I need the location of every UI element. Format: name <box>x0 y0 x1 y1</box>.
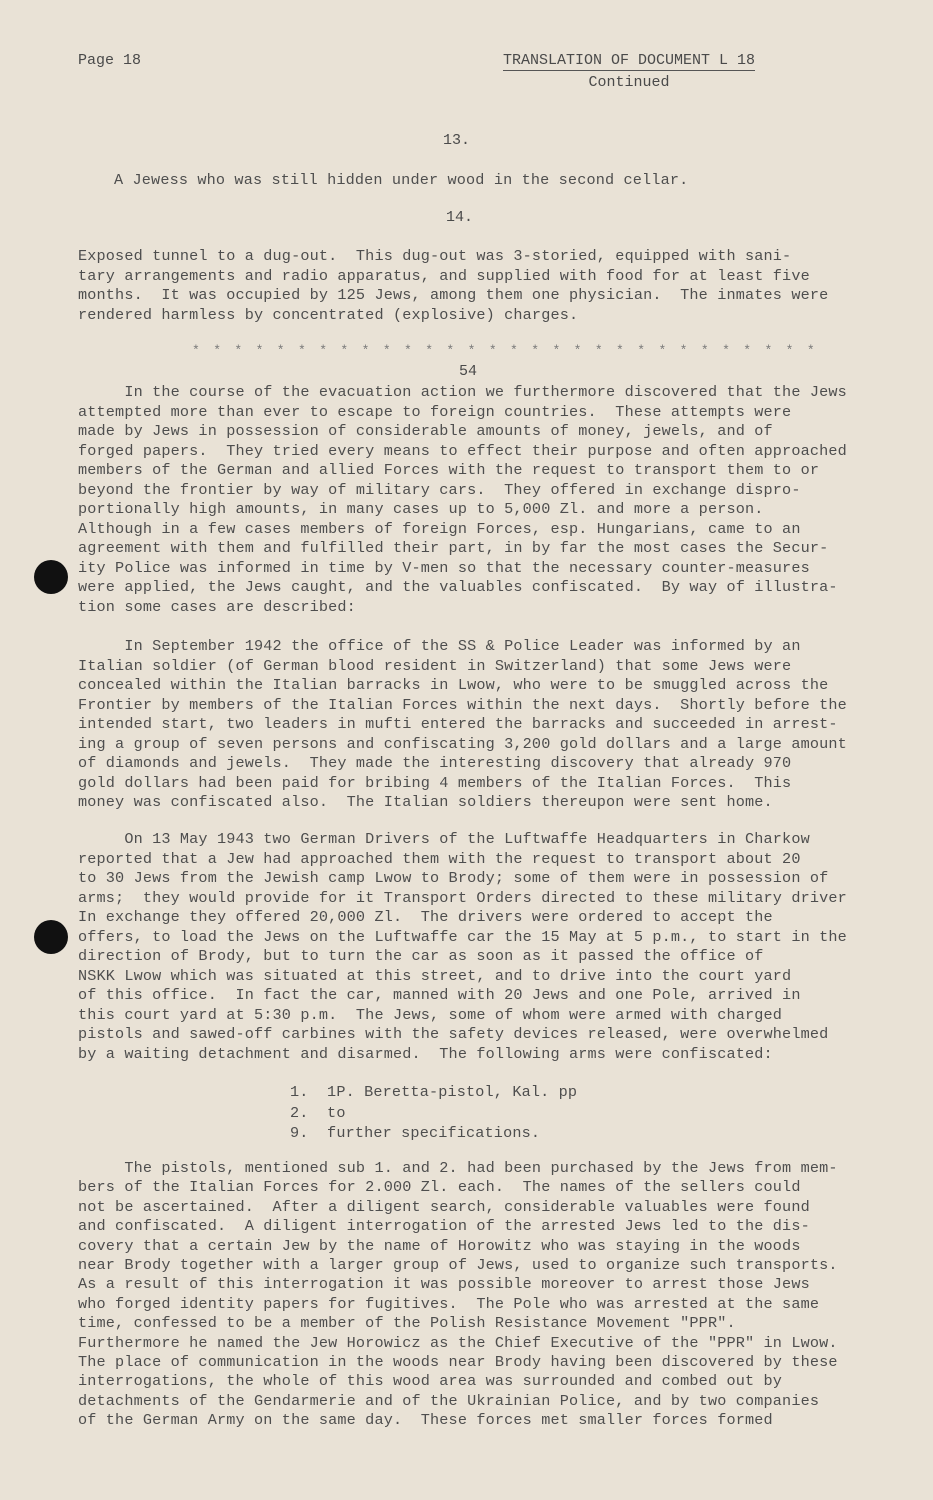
text-line: attempted more than ever to escape to foreign countries. These attempts were <box>78 402 792 421</box>
text-line: months. It was occupied by 125 Jews, among them one physician. The inmates were <box>78 286 829 304</box>
text-line: of this office. In fact the car, manned with 20 Jews and one Pole, arrived in <box>78 986 801 1004</box>
section-54-heading: 54 <box>459 363 478 380</box>
text-line: arms; they would provide for it Transport Orders directed to these military driver <box>78 888 847 907</box>
text-line: money was confiscated also. The Italian soldiers thereupon were sent home. <box>78 793 773 811</box>
text-line: 2. to <box>290 1103 346 1122</box>
text-line: bers of the Italian Forces for 2.000 Zl. each. The names of the sellers could <box>78 1178 801 1197</box>
text-line: members of the German and allied Forces with the request to transport them to or <box>78 461 820 479</box>
text-line: reported that a Jew had approached them with the request to transport about 20 <box>78 849 801 868</box>
text-line: concealed within the Italian barracks in Lwow, who were to be smuggled across the <box>78 676 829 694</box>
text-line: time, confessed to be a member of the Polish Resistance Movement "PPR". <box>78 1314 736 1333</box>
text-line: interrogations, the whole of this wood area was surrounded and combed out by <box>78 1372 783 1391</box>
text-line: As a result of this interrogation it was possible moreover to arrest those Jews <box>78 1275 810 1294</box>
text-line: 9. further specifications. <box>290 1124 541 1142</box>
asterisk-divider: * * * * * * * * * * * * * * * * * * * * * * * * * * * * * * <box>192 343 818 358</box>
text-line: this court yard at 5:30 p.m. The Jews, some of whom were armed with charged <box>78 1005 783 1024</box>
text-line: tion some cases are described: <box>78 597 356 616</box>
text-line: made by Jews in possession of considerable amounts of money, jewels, and of <box>78 422 773 440</box>
text-line: Furthermore he named the Jew Horowicz as the Chief Executive of the "PPR" in Lwow. <box>78 1333 838 1352</box>
text-line: ity Police was informed in time by V-men so that the necessary counter-measures <box>78 558 810 577</box>
text-line: who forged identity papers for fugitives. The Pole who was arrested at the same <box>78 1294 820 1313</box>
page-number: Page 18 <box>78 52 142 69</box>
text-line: In the course of the evacuation action we furthermore discovered that the Jews <box>78 383 847 401</box>
text-line: NSKK Lwow which was situated at this street, and to drive into the court yard <box>78 966 792 985</box>
text-line: detachments of the Gendarmerie and of the Ukrainian Police, and by two companies <box>78 1391 820 1410</box>
text-line: of the German Army on the same day. These forces met smaller forces formed <box>78 1411 773 1430</box>
text-line: forged papers. They tried every means to effect their purpose and often approached <box>78 441 847 460</box>
text-line: gold dollars had been paid for bribing 4 members of the Italian Forces. This <box>78 773 792 792</box>
document-title: TRANSLATION OF DOCUMENT L 18 <box>502 52 756 69</box>
text-line: Exposed tunnel to a dug-out. This dug-out was 3-storied, equipped with sani- <box>78 247 792 265</box>
text-line: 1. 1P. Beretta-pistol, Kal. pp <box>290 1083 578 1101</box>
text-line: The place of communication in the woods near Brody having been discovered by these <box>78 1353 838 1371</box>
text-line: tary arrangements and radio apparatus, and supplied with food for at least five <box>78 266 810 285</box>
text-line: portionally high amounts, in many cases up to 5,000 Zl. and more a person. <box>78 500 764 518</box>
text-line: near Brody together with a larger group of Jews, used to organize such transports. <box>78 1256 838 1274</box>
text-line: Although in a few cases members of foreign Forces, esp. Hungarians, came to an <box>78 519 801 538</box>
text-line: agreement with them and fulfilled their part, in by far the most cases the Secur- <box>78 539 829 557</box>
text-line: A Jewess who was still hidden under wood in the second cellar. <box>114 171 689 189</box>
text-line: and confiscated. A diligent interrogation of the arrested Jews led to the dis- <box>78 1217 810 1236</box>
continued-label: Continued <box>588 74 670 91</box>
text-line: In exchange they offered 20,000 Zl. The drivers were ordered to accept the <box>78 908 773 926</box>
text-line: beyond the frontier by way of military cars. They offered in exchange dispro- <box>78 480 801 499</box>
section-14-heading: 14. <box>446 209 474 226</box>
section-13-heading: 13. <box>443 132 471 149</box>
text-line: covery that a certain Jew by the name of Horowitz who was staying in the woods <box>78 1236 801 1255</box>
text-line: not be ascertained. After a diligent search, considerable valuables were found <box>78 1197 810 1216</box>
text-line: direction of Brody, but to turn the car as soon as it passed the office of <box>78 947 764 965</box>
punch-hole <box>34 560 68 594</box>
document-header <box>484 52 774 93</box>
text-line: of diamonds and jewels. They made the interesting discovery that already 970 <box>78 754 792 772</box>
text-line: to 30 Jews from the Jewish camp Lwow to Brody; some of them were in possession of <box>78 869 829 887</box>
text-line: The pistols, mentioned sub 1. and 2. had been purchased by the Jews from mem- <box>78 1159 838 1177</box>
text-line: On 13 May 1943 two German Drivers of the Luftwaffe Headquarters in Charkow <box>78 830 810 848</box>
text-line: intended start, two leaders in mufti entered the barracks and succeeded in arrest- <box>78 715 838 733</box>
text-line: offers, to load the Jews on the Luftwaffe car the 15 May at 5 p.m., to start in the <box>78 927 847 946</box>
text-line: ing a group of seven persons and confiscating 3,200 gold dollars and a large amount <box>78 734 847 753</box>
punch-hole <box>34 920 68 954</box>
text-line: by a waiting detachment and disarmed. The following arms were confiscated: <box>78 1044 773 1063</box>
text-line: pistols and sawed-off carbines with the safety devices released, were overwhelmed <box>78 1025 829 1043</box>
text-line: Frontier by members of the Italian Forces within the next days. Shortly before the <box>78 695 847 714</box>
text-line: rendered harmless by concentrated (explosive) charges. <box>78 305 579 324</box>
text-line: were applied, the Jews caught, and the valuables confiscated. By way of illustra- <box>78 578 838 596</box>
text-line: In September 1942 the office of the SS & Police Leader was informed by an <box>78 637 801 655</box>
text-line: Italian soldier (of German blood resident in Switzerland) that some Jews were <box>78 656 792 675</box>
